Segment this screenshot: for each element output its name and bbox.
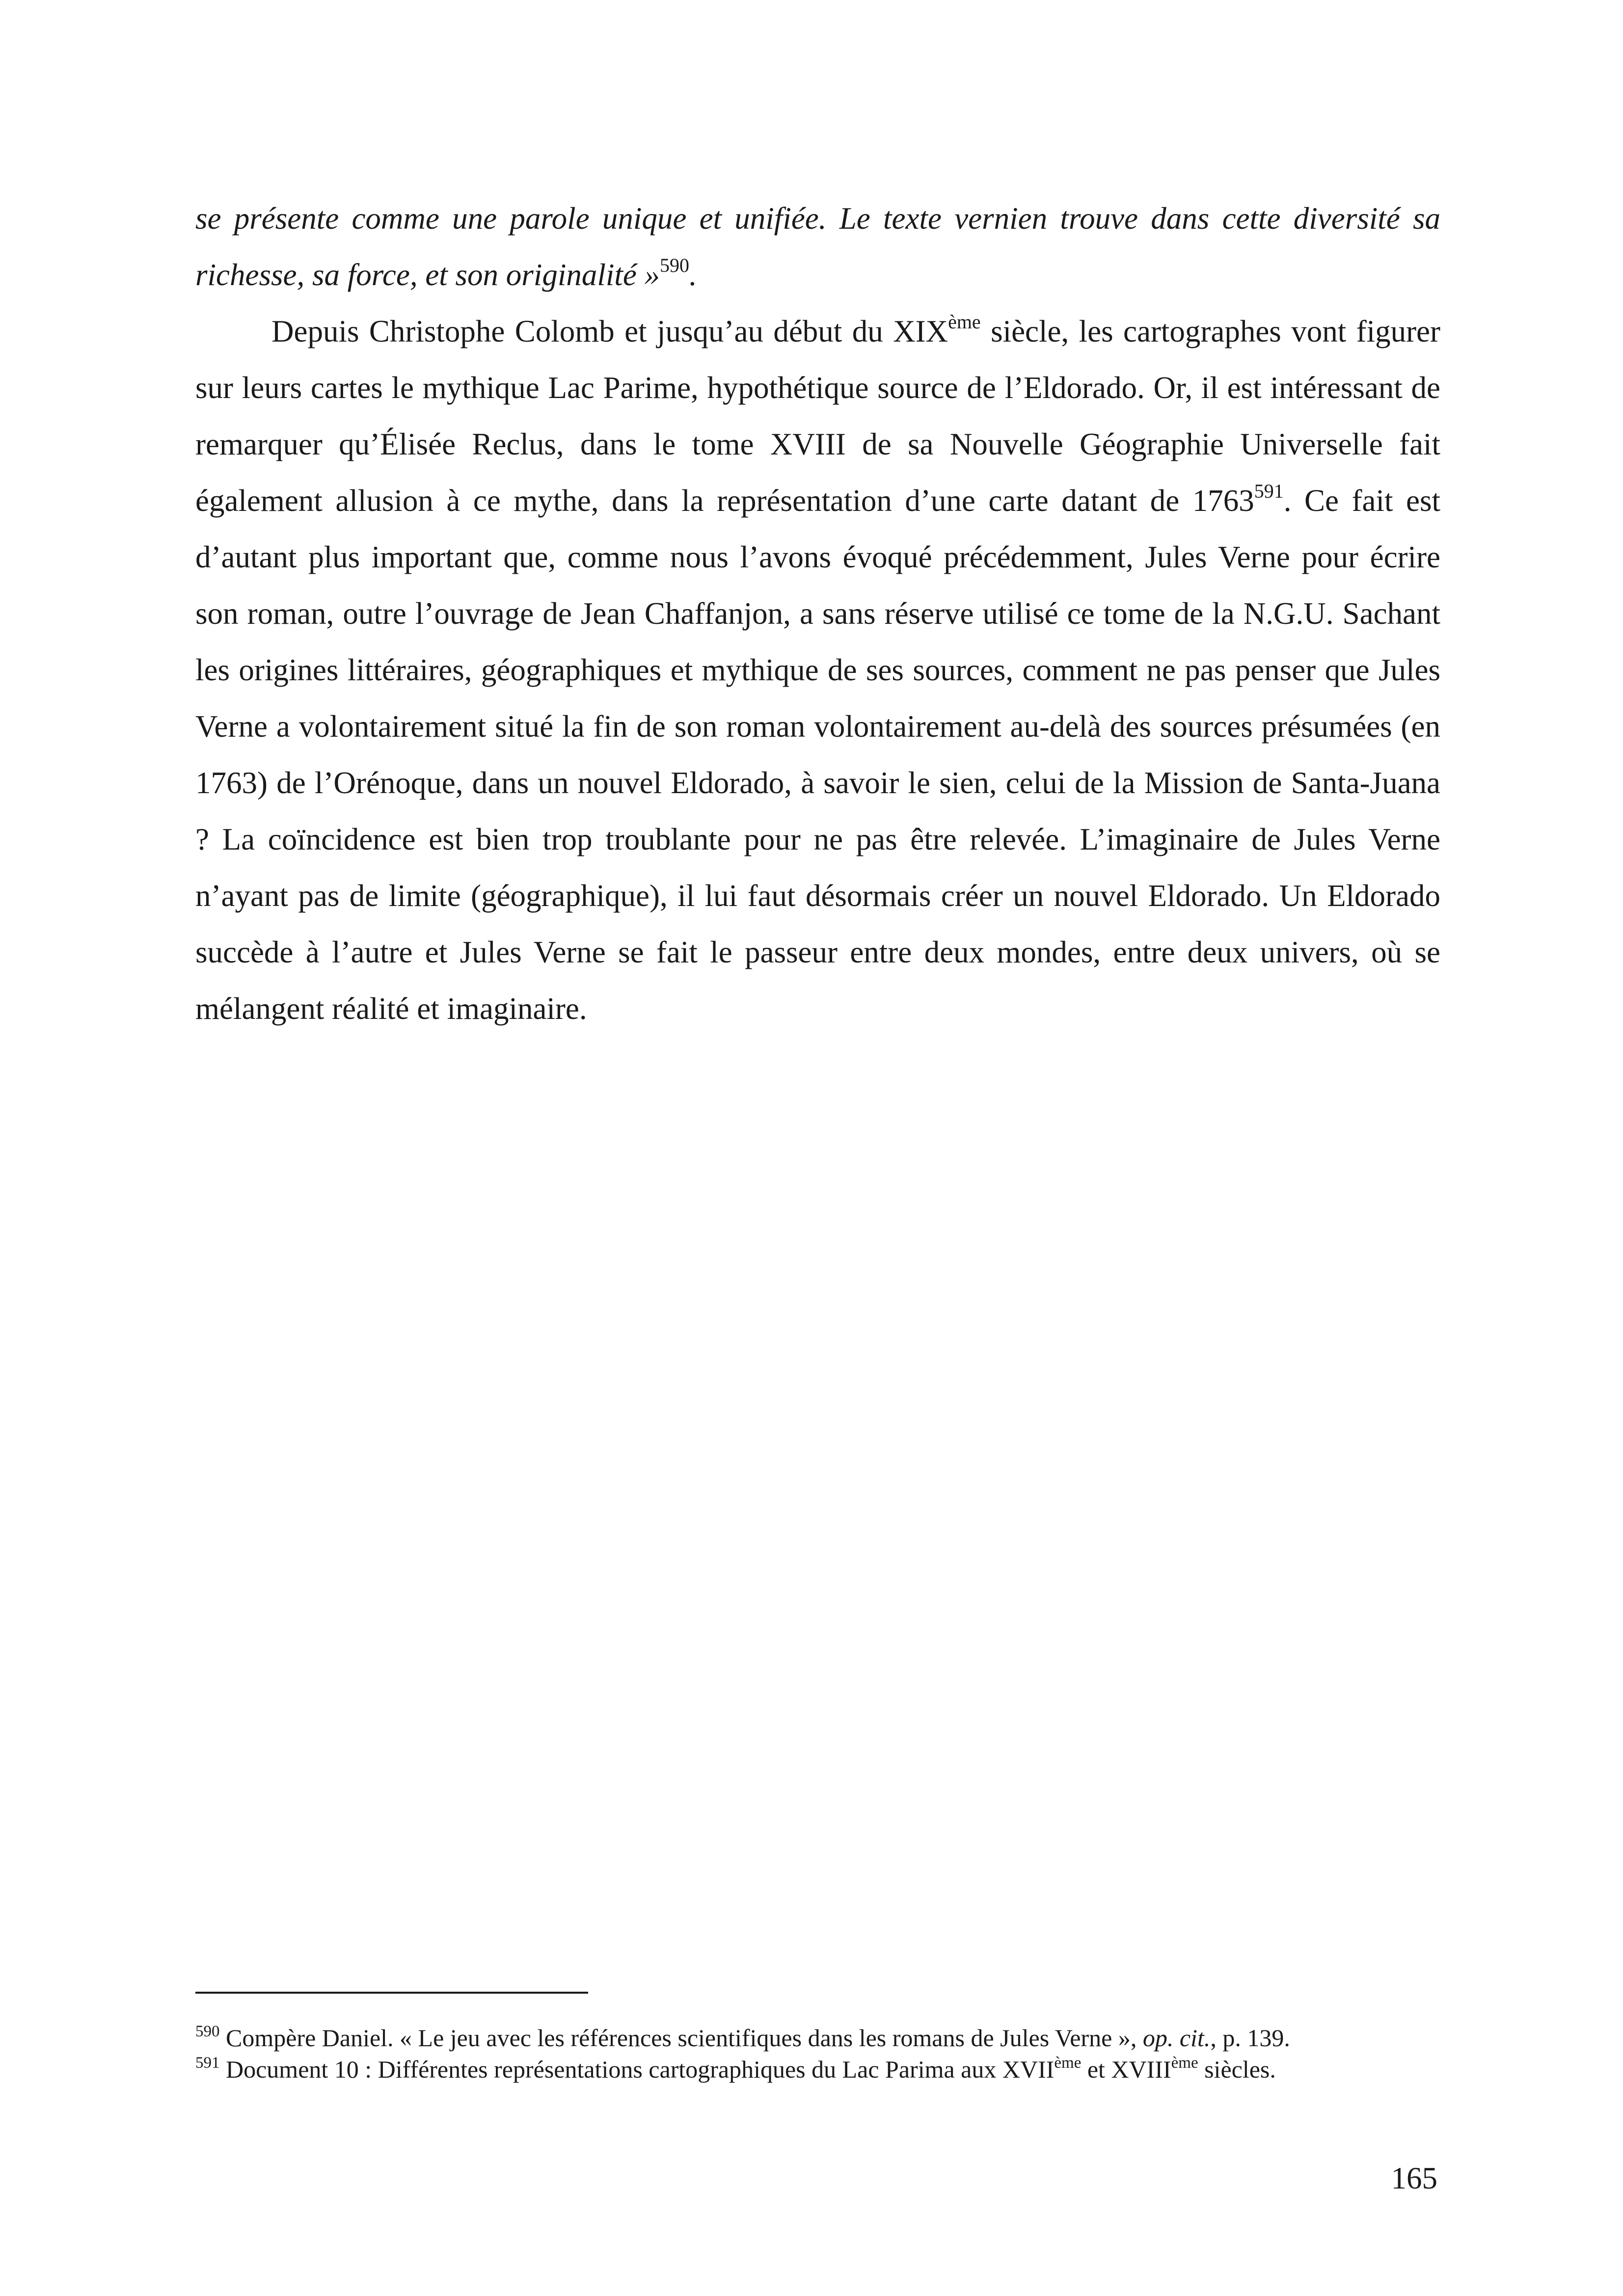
footnote-text: et XVIII [1081,2056,1171,2083]
quotation-paragraph [195,190,1440,303]
main-paragraph-part-2: siècle, les cartographes vont figurer sur leurs cartes le mythique Lac Parime, hypothétique source de l’Eldorado. Or, il est intéressant de remarquer qu’Élisée Reclus, dans le tome XVIII de sa Nouvelle Géographie Universelle fait également allusion à ce mythe, dans la représentation d’une carte datant de 1763 [195,314,1440,518]
century-superscript: ème [1054,2054,1082,2072]
century-superscript: ème [948,311,981,333]
quote-line-2: richesse, sa force, et son originalité » [195,258,660,292]
footnote-ref-591: 591 [1254,480,1284,502]
footnote-text: Document 10 : Différentes représentations cartographiques du Lac Parima aux XVII [219,2056,1055,2083]
footnote-590 [195,2022,1472,2054]
footnote-text: siècles. [1198,2056,1276,2083]
page-number: 165 [1391,2161,1437,2195]
main-paragraph-part-3: . Ce fait est d’autant plus important que, comme nous l’avons évoqué précédemment, Jules Verne pour écrire son roman, outre l’ouvrage de Jean Chaffanjon, a sans réserve utilisé ce tome de la N.G.U. Sachant les origines littéraires, géographiques et mythique de ses sources, comment ne pas penser que Jules Verne a volontairement situé la fin de son roman volontairement au-delà des sources présumées (en 1763) de l’Orénoque, dans un nouvel Eldorado, à savoir le sien, celui de la Mission de Santa-Juana ? La coïncidence est bien trop troublante pour ne pas être relevée. L’imaginaire de Jules Verne n’ayant pas de limite (géographique), il lui faut désormais créer un nouvel Eldorado. Un Eldorado succède à l’autre et Jules Verne se fait le passeur entre deux mondes, entre deux univers, où se mélangent réalité et imaginaire. [195,483,1440,1026]
footnote-ref-590: 590 [660,254,690,276]
footnote-page: , p. 139. [1210,2024,1290,2052]
quote-end: . [689,258,697,292]
quote-line-1: se présente comme une parole unique et unifiée. Le texte vernien trouve dans cette diversité sa [195,201,1440,236]
century-superscript: ème [1171,2054,1198,2072]
footnote-number: 591 [195,2054,220,2072]
footnote-separator [195,1992,588,1994]
main-paragraph [195,303,1440,1037]
footnotes [195,2022,1472,2085]
main-paragraph-part-1: Depuis Christophe Colomb et jusqu’au début du XIX [271,314,948,348]
footnote-591 [195,2054,1472,2085]
body-text [195,190,1440,1037]
footnote-number: 590 [195,2023,220,2040]
footnote-citation: op. cit. [1142,2024,1211,2052]
footnote-text: Compère Daniel. « Le jeu avec les références scientifiques dans les romans de Jules Verne », [219,2024,1143,2052]
